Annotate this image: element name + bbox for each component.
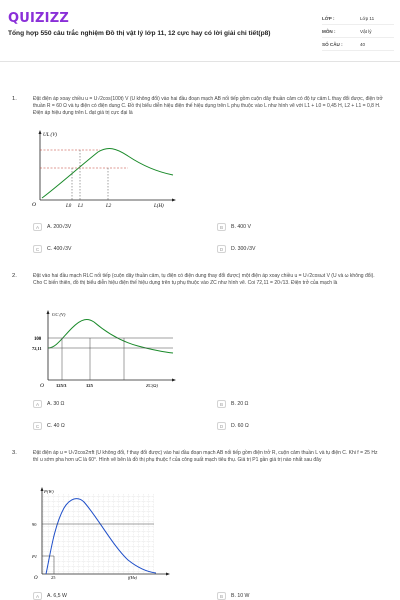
option-letter: A [33, 223, 42, 231]
meta-value: Vật lý [360, 28, 372, 34]
meta-row-subject [322, 25, 394, 38]
option-text: A. 6,5 W [47, 593, 67, 599]
question-number: 3. [12, 450, 17, 456]
graph-ul-vs-l [28, 128, 178, 208]
x-axis-label: f(Hz) [128, 575, 138, 580]
x-axis-label: L(H) [154, 204, 164, 208]
option-a[interactable] [33, 400, 64, 408]
option-text: B. 400 V [231, 224, 251, 230]
quizizz-logo[interactable]: QUIZIZZ [8, 11, 69, 26]
meta-label: MÔN : [322, 28, 336, 34]
option-b[interactable] [217, 400, 248, 408]
meta-row-count [322, 38, 394, 51]
option-text: C. 40 Ω [47, 423, 65, 429]
option-text: D. 300√3V [231, 246, 256, 252]
option-letter: A [33, 400, 42, 408]
option-letter: B [217, 592, 226, 600]
origin-label: O [40, 383, 44, 388]
ul-curve [42, 149, 173, 198]
option-text: B. 10 W [231, 593, 250, 599]
x-axis-arrow-icon [172, 199, 176, 202]
option-letter: D [217, 245, 226, 253]
option-letter: A [33, 592, 42, 600]
option-letter: B [217, 223, 226, 231]
question-number: 1. [12, 96, 17, 102]
meta-row-class [322, 12, 394, 25]
option-c[interactable] [33, 245, 71, 253]
option-a[interactable] [33, 223, 71, 231]
option-letter: C [33, 245, 42, 253]
question-text: Đặt điện áp u = U√2cos2πft (U không đổi, f thay đổi được) vào hai đầu đoạn mạch AB nối tiếp gồm điện trở R, cuộn cảm thuần L và tụ điện C. Khi f = 25 Hz thì u sớm pha hơn uC là 60°. Hình vẽ bên là đồ thị phụ thuộc f của công suất mạch tiêu thụ. Giá trị P1 gần giá trị nào nhất sau đây [33, 450, 378, 463]
graph-uc-vs-zc [28, 308, 178, 388]
option-text: D. 60 Ω [231, 423, 249, 429]
option-d[interactable] [217, 245, 255, 253]
x-axis-arrow-icon [172, 379, 176, 382]
x-tick-125-3: 125/3 [56, 383, 67, 388]
document-title: Tổng hợp 550 câu trắc nghiệm Đồ thị vật lý lớp 11, 12 cực hay có lời giải chi tiết(p8) [8, 30, 271, 37]
x-tick-25: 25 [51, 575, 56, 580]
question-number: 2. [12, 273, 17, 279]
meta-label: LỚP : [322, 15, 335, 21]
y-tick-p1: P1 [32, 554, 38, 559]
graph-grid [42, 494, 154, 574]
x-axis-label: ZC(Ω) [146, 383, 159, 388]
origin-label: O [32, 202, 36, 208]
y-tick-100: 100 [34, 337, 42, 342]
meta-label: SỐ CÂU : [322, 41, 343, 47]
option-c[interactable] [33, 422, 65, 430]
option-text: A. 30 Ω [47, 401, 65, 407]
option-letter: B [217, 400, 226, 408]
page-header [0, 0, 400, 62]
y-tick-72: 72,11 [32, 346, 42, 351]
x-tick-125: 125 [86, 383, 93, 388]
y-axis-label: UL (V) [43, 133, 57, 138]
y-axis-label: UC (V) [52, 312, 66, 317]
meta-value: Lớp 11 [360, 15, 375, 21]
question-text: Đặt vào hai đầu mạch RLC nối tiếp (cuộn dây thuần cảm, tụ điện có điện dung thay đổi được) một điện áp xoay chiều u = U√2cosωt V (U và ω không đổi). Cho C biến thiên, đồ thị biểu diễn hiệu điện thế hiệu dụng trên tụ phụ thuộc vào ZC như hình vẽ. Coi 72,11 = 20√13. Điện trở của mạch là [33, 273, 375, 286]
tick-l2: L2 [106, 204, 112, 208]
meta-value: 40 [360, 41, 366, 47]
option-b[interactable] [217, 223, 251, 231]
option-a[interactable] [33, 592, 67, 600]
question-text: Đặt điện áp xoay chiều u = U√2cos(100t) V (U không đổi) vào hai đầu đoạn mạch AB nối tiếp gồm cuộn dây thuần cảm có độ tự cảm L thay đổi được, điện trở thuần R = 60 Ω và tụ điện có điện dung C. Đồ thị biểu diễn hiệu điện thế hiệu dụng trên L phụ thuộc vào L như hình vẽ với L1 + L0 = 0,45 H, L2 + L1 = 0,8 H. Điện áp hiệu dụng trên L đạt giá trị cực đại là [33, 96, 383, 116]
y-axis-label: P(W) [44, 489, 54, 494]
option-d[interactable] [217, 422, 249, 430]
option-text: A. 200√3V [47, 224, 72, 230]
x-axis-arrow-icon [166, 573, 170, 576]
y-tick-90: 90 [32, 522, 37, 527]
tick-l1: L1 [78, 204, 84, 208]
option-b[interactable] [217, 592, 249, 600]
option-letter: C [33, 422, 42, 430]
graph-p-vs-f [28, 486, 178, 580]
option-text: C. 400√3V [47, 246, 72, 252]
y-axis-arrow-icon [47, 310, 50, 314]
meta-panel [322, 12, 394, 51]
option-letter: D [217, 422, 226, 430]
tick-l0: L0 [66, 204, 72, 208]
origin-label: O [34, 576, 38, 580]
y-axis-arrow-icon [39, 130, 42, 134]
option-text: B. 20 Ω [231, 401, 249, 407]
